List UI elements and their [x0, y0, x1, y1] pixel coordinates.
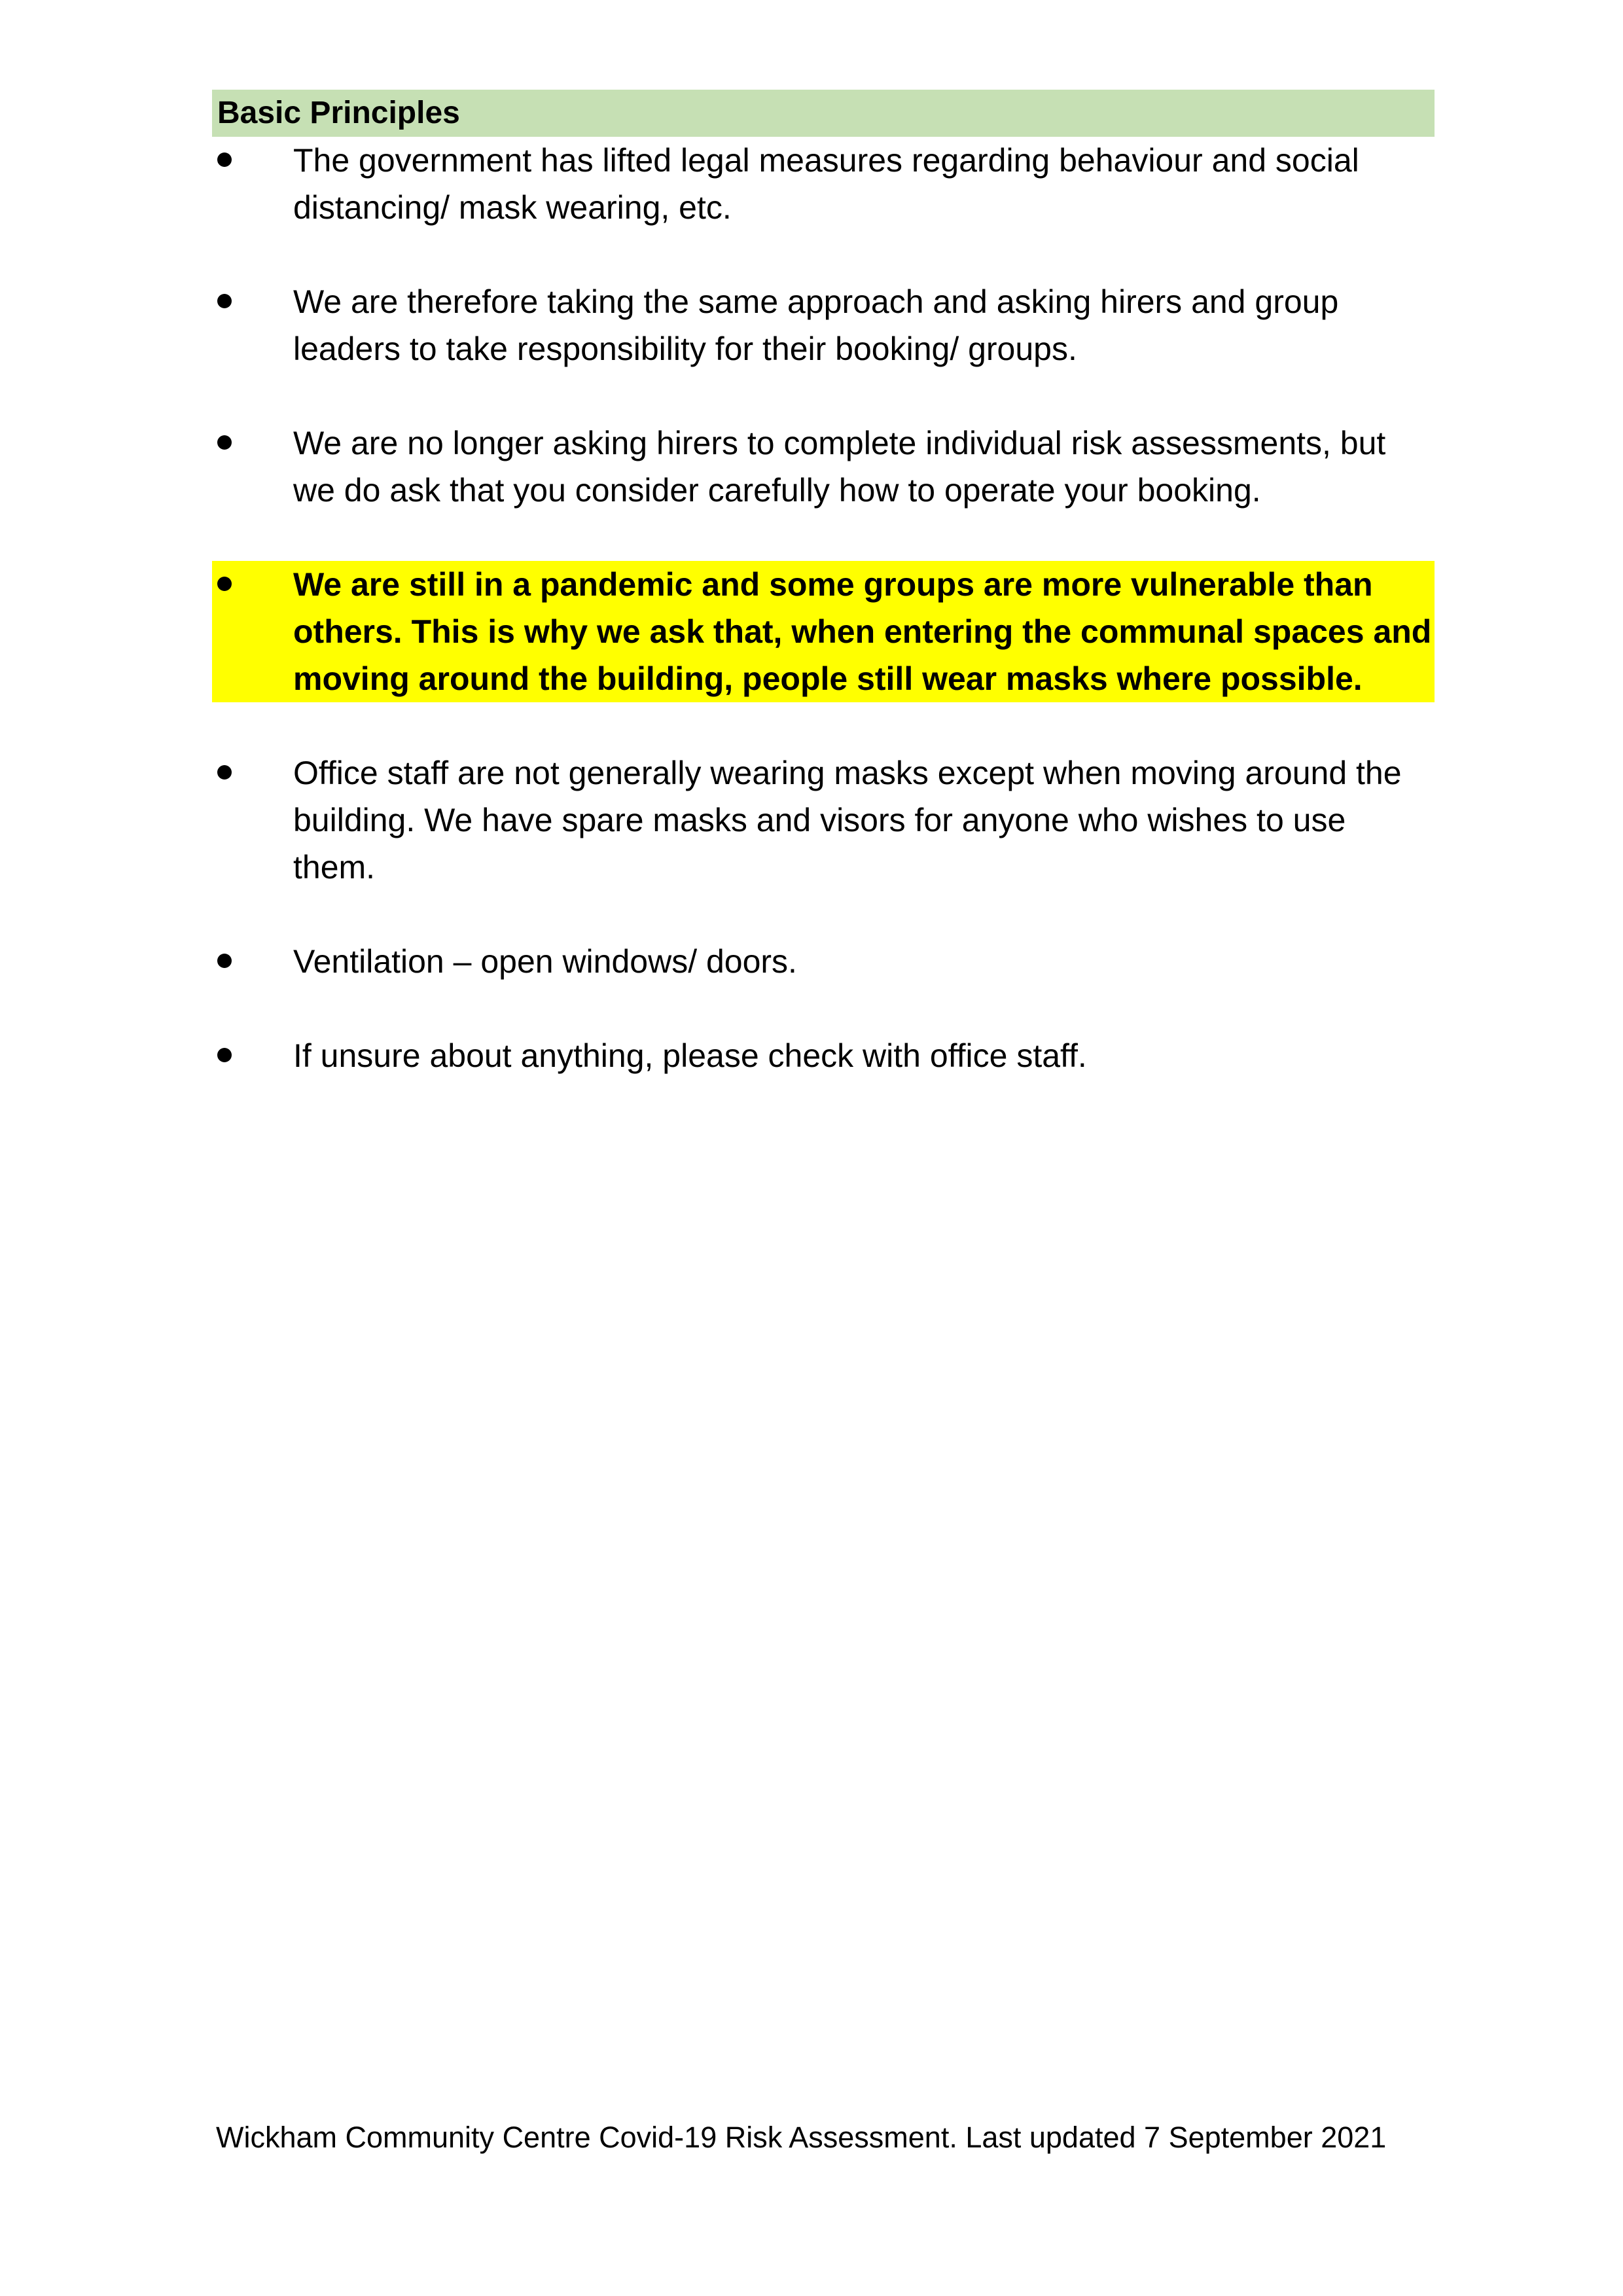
list-item-text: We are no longer asking hirers to complete individual risk assessments, but we do ask that you consider carefully how to operate your booking. — [293, 425, 1386, 509]
list-item-text: The government has lifted legal measures regarding behaviour and social distancing/ mask wearing, etc. — [293, 142, 1359, 226]
list-item-text: If unsure about anything, please check with office staff. — [293, 1037, 1087, 1074]
list-item-risk-assessments — [212, 420, 1435, 514]
bullet-icon — [217, 954, 232, 968]
bullet-icon — [217, 152, 232, 167]
list-item-text: Office staff are not generally wearing masks except when moving around the building. We have spare masks and visors for anyone who wishes to use them. — [293, 755, 1402, 886]
list-item-text: We are therefore taking the same approach and asking hirers and group leaders to take responsibility for their booking/ groups. — [293, 283, 1339, 367]
bullet-icon — [217, 1048, 232, 1062]
bullet-icon — [217, 577, 232, 591]
list-item-pandemic-masks — [212, 561, 1435, 702]
list-item-office-staff — [212, 749, 1435, 891]
list-item-same-approach — [212, 278, 1435, 372]
section-heading: Basic Principles — [212, 90, 1435, 137]
bullet-icon — [217, 435, 232, 450]
list-item-unsure — [212, 1032, 1435, 1079]
list-item-ventilation — [212, 938, 1435, 985]
list-item-government-measures — [212, 137, 1435, 231]
bullet-icon — [217, 294, 232, 308]
list-item-text: We are still in a pandemic and some groups are more vulnerable than others. This is why we ask that, when entering the communal spaces and moving around the building, people still wear masks where possible. — [293, 566, 1432, 697]
basic-principles-section — [212, 90, 1435, 1126]
principles-list — [212, 137, 1435, 1079]
list-item-text: Ventilation – open windows/ doors. — [293, 943, 797, 980]
bullet-icon — [217, 765, 232, 780]
page-footer: Wickham Community Centre Covid-19 Risk Assessment. Last updated 7 September 2021 — [216, 2121, 1387, 2154]
